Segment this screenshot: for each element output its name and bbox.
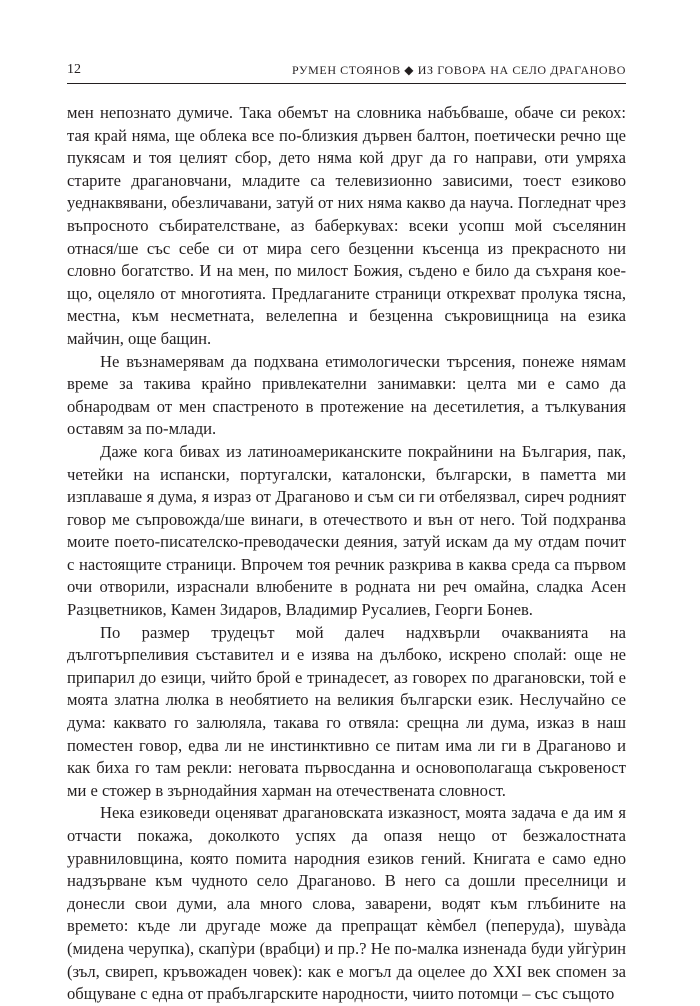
paragraph-5: Нека езиковеди оценяват драгановската изказност, моята задача е да им я отчасти покажа, доколкото успях да опазя нещо от безжалостната уравниловщина, която помита народния езиков гений. Книгата е само едно надзърване към чудното село Драганово. В него са дошли преселници и донесли свои думи, ала много слова, заварени, водят към глъбините на времето: къде ли другаде може да препращат кѐмбел (пеперуда), шувàда (мидена черупка), скапỳри (врабци) и пр.? Не по-малка изненада буди уйгỳрин (зъл, свиреп, кръвожаден човек): как е могъл да оцелее до XXI век спомен за общуване с една от прабългарските народности, чиито потомци – със същото bbox=[67, 803, 626, 1004]
paragraph-4: По размер трудецът мой далеч надхвърли очакванията на дълготърпеливия съставител и е изява на дълбоко, искрено сполай: още не припарил до езици, чийто брой е тринадесет, аз говорех по драгановски, той е моята златна люлка в необятието на великия български език. Неслучайно се дума: каквато го залюляла, такава го отвяла: срещна ли дума, изказ в наш поместен говор, едва ли не инстинктивно се питам има ли ги в Драганово и как биха го там рекли: неговата първосданна и основополагаща съкровеност ми е стожер в зърнодайния харман на отечествената словност. bbox=[67, 622, 626, 800]
running-head bbox=[67, 60, 626, 80]
body-text bbox=[67, 102, 626, 1006]
header-rule bbox=[67, 83, 626, 84]
paragraph-1: мен непознато думиче. Така обемът на словника набъбваше, обаче си рекох: тая край няма, ще облека все по-близкия дървен балтон, поетически речно ще пукясам и тоя целият сбор, дето няма кой друг да го направи, оти умряха старите драгановчани, младите са телевизионно зависими, тоест езиково уеднаквявани, обезличавани, затуй от них няма какво да науча. Погледнат чрез въпросното събирателстване, аз баберкувах: всеки усопш мой съселянин отнася/ше със себе си от мира сего безценни късенца из прекрасното ни словно богатство. И на мен, по милост Божия, съдено е било да съхраня кое-що, оцеляло от многотията. Предлаганите страници открехват пролука тясна, местна, към несметната, велелепна и безценна съкровищница на езика майчин, още бащин. bbox=[67, 103, 626, 348]
paragraph-3: Даже кога бивах из латиноамериканските покрайнини на България, пак, четейки на испански, португалски, каталонски, български, в паметта ми изплаваше я дума, я израз от Драганово и съм си ги отбелязвал, сиреч родният говор ме съпровожда/ше винаги, в отечеството и вън от него. Той подхранва моите поето-писателско-преводачески деяния, затуй искам да му отдам почит с настоящите страници. Впрочем тоя речник разкрива в каква среда са първом очи отворили, израснали влюбените в родната ни реч омайна, сладка Асен Разцветников, Камен Зидаров, Владимир Русалиев, Георги Бонев. bbox=[67, 441, 626, 620]
paragraph-2: Не възнамерявам да подхвана етимологически търсения, понеже нямам време за такива крайно привлекателни занимавки: целта ми е само да обнародвам от мен спастреното в протежение на десетилетия, а тълкувания оставям за по-млади. bbox=[67, 351, 626, 439]
page-number: 12 bbox=[67, 62, 81, 77]
running-title: РУМЕН СТОЯНОВ ◆ ИЗ ГОВОРА НА СЕЛО ДРАГАНОВО bbox=[292, 63, 626, 77]
